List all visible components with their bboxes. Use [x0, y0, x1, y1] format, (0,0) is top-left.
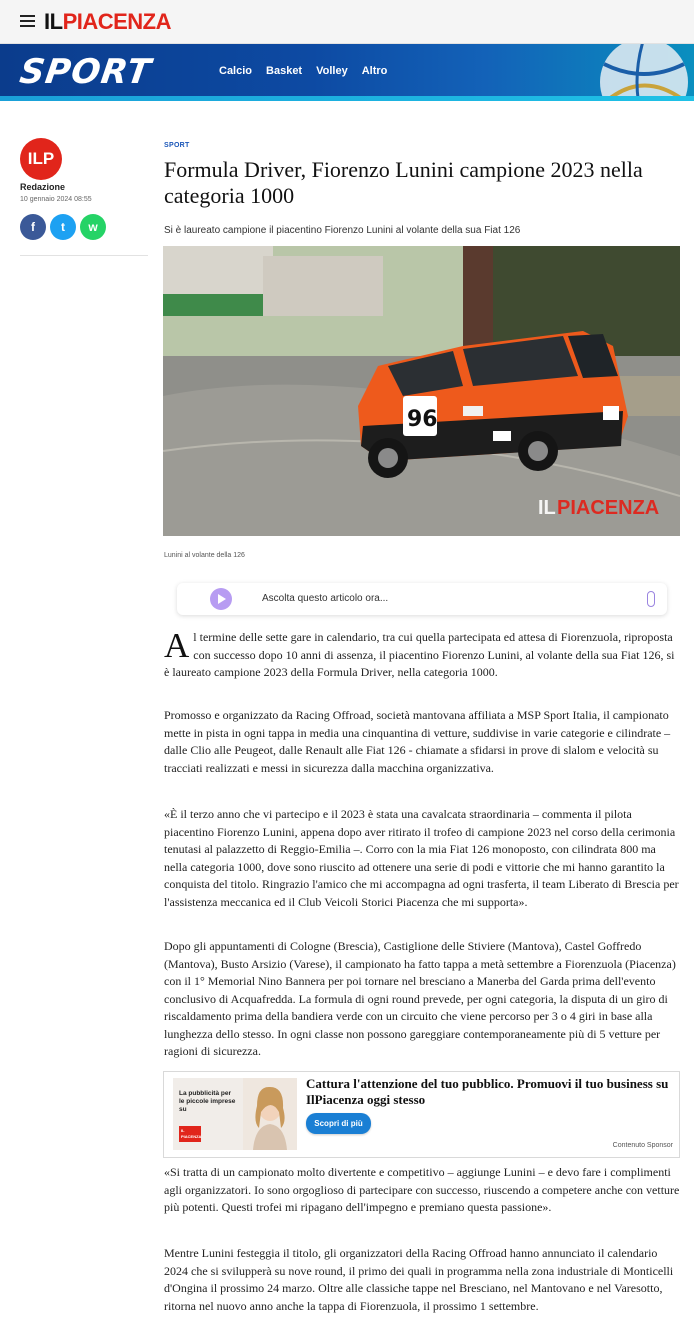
article-subtitle: Si è laureato campione il piacentino Fiorenzo Lunini al volante della sua Fiat 126	[164, 225, 521, 236]
author-avatar: ILP	[20, 138, 62, 180]
facebook-icon[interactable]: f	[20, 214, 46, 240]
share-buttons	[20, 214, 106, 240]
article-photo[interactable]	[163, 246, 680, 536]
article-paragraph-5: «Si tratta di un campionato molto divertente e competitivo – aggiunge Lunini – e devo fare i complimenti agli organizzatori. Io sono orgoglioso di partecipare con successo, riuscendo a competere anche con vetture più potenti. Questi trofei mi ripagano dell'impegno e premiano questa passione».	[164, 1165, 680, 1214]
top-bar	[0, 0, 694, 44]
author-name[interactable]: Redazione	[20, 182, 66, 192]
nav-calcio[interactable]: Calcio	[219, 65, 253, 77]
article-kicker[interactable]: SPORT	[164, 142, 190, 149]
sport-ball-decoration	[494, 44, 694, 101]
race-car-illustration	[163, 246, 680, 536]
article-paragraph-3: «È il terzo anno che vi partecipo e il 2023 è stata una cavalcata straordinaria – commenta il pilota piacentino Fiorenzo Lunini, appena dopo aver ritirato il trofeo di campione 2023 nel corso della cerimonia tenutasi al palazzetto di Reggio-Emilia –. Corro con la mia Fiat 126 monoposto, con cilindrata 800 ma nella categoria 1000, dove sono riuscito ad ottenere una serie di podi e vittorie che mi hanno garantito la conquista del titolo. Ringrazio l'amico che mi accompagna ad ogni trasferta, il team Liberato di Brescia per l'assistenza meccanica ed il Club Veicoli Storici Piacenza che mi supporta».	[164, 807, 679, 909]
article-paragraph-1	[164, 626, 680, 682]
publish-date: 10 gennaio 2024 08:55	[20, 196, 92, 203]
nav-altro[interactable]: Altro	[361, 65, 388, 77]
sponsor-image	[173, 1078, 297, 1150]
twitter-icon[interactable]: t	[50, 214, 76, 240]
nav-volley[interactable]: Volley	[316, 65, 348, 77]
menu-icon[interactable]	[20, 15, 35, 27]
logo-piacenza: PIACENZA	[62, 9, 172, 34]
logo-il: IL	[44, 9, 63, 34]
article-paragraph-4: Dopo gli appuntamenti di Cologne (Brescia), Castiglione delle Stiviere (Mantova), Castel Goffredo (Mantova), Busto Arsizio (Varese), il campionato ha fatto tappa a metà settembre a Fiorenzuola (Piacenza) con il 1° Memorial Nino Bannera per poi tornare nel bresciano a Manerba del Garda prima dell'evento conclusivo di Acquafredda. La formula di ogni round prevede, per ogni categoria, la disputa di un giro di riscaldamento prima della bandiera verde con un circuito che viene percorso per 3 o 4 giri in base alla lunghezza dello stesso. In ogni classe non possono gareggiare contemporaneamente più di 5 vetture per ragioni di sicurezza.	[164, 939, 676, 1058]
sponsor-headline[interactable]: Cattura l'attenzione del tuo pubblico. Promuovi il tuo business su IlPiacenza oggi stesso	[306, 1076, 669, 1107]
site-logo[interactable]	[44, 10, 171, 34]
sport-bar-stripe	[0, 96, 694, 101]
sponsor-box[interactable]	[163, 1071, 680, 1158]
microphone-icon	[647, 591, 655, 607]
paragraph-1-text: l termine delle sette gare in calendario, tra cui quella partecipata ed attesa di Fiorenzuola, riproposta con successo dopo 10 anni di assenza, il piacentino Fiorenzo Lunini, al volante della sua Fiat 126, si è laureato campione 2023 della Formula Driver, nella categoria 1000.	[164, 630, 675, 679]
sponsor-person-illustration	[243, 1078, 297, 1150]
article-headline: Formula Driver, Fiorenzo Lunini campione 2023 nella categoria 1000	[164, 157, 643, 208]
dropcap: A	[164, 626, 190, 665]
article-paragraph-6: Mentre Lunini festeggia il titolo, gli organizzatori della Racing Offroad hanno annunciato il calendario 2024 che si svilupperà su nove round, il primo dei quali in programma nella zona industriale di Monticelli d'Ongina il prossimo 24 marzo. Oltre alle classiche tappe nel Bresciano, nel Mantovano e nel Varesotto, ritorna nel nuovo anno anche la tappa di Fiorenzuola, il prossimo 1 settembre.	[164, 1246, 674, 1313]
sponsor-image-badge: IL PIACENZA	[179, 1126, 201, 1142]
sidebar-divider	[20, 255, 148, 256]
audio-player[interactable]	[177, 583, 667, 615]
sport-nav	[219, 65, 387, 77]
whatsapp-icon[interactable]: w	[80, 214, 106, 240]
nav-basket[interactable]: Basket	[266, 65, 303, 77]
sponsor-image-text: La pubblicità per le piccole imprese su	[179, 1090, 236, 1113]
play-icon[interactable]	[210, 588, 232, 610]
watermark-il: IL	[538, 497, 556, 519]
audio-player-label[interactable]: Ascolta questo articolo ora...	[262, 593, 389, 604]
sport-section-bar	[0, 44, 694, 101]
article-paragraph-2: Promosso e organizzato da Racing Offroad, società mantovana affiliata a MSP Sport Italia, il campionato mette in pista in ogni tappa in media una cinquantina di vetture, suddivise in varie categorie e cilindrate – dalle Clio alle Peugeot, dalle Renault alle Fiat 126 - chiamate a sfidarsi in prove di slalom e velocità su tracciati realizzati e messi in sicurezza dalla macchina organizzativa.	[164, 708, 671, 775]
watermark-piacenza: PIACENZA	[557, 497, 660, 519]
car-number: 96	[407, 407, 438, 432]
sponsor-label: Contenuto Sponsor	[612, 1142, 673, 1149]
photo-caption: Lunini al volante della 126	[164, 552, 245, 559]
sport-title[interactable]: SPORT	[17, 52, 154, 92]
discover-more-button[interactable]: Scopri di più	[306, 1113, 371, 1134]
